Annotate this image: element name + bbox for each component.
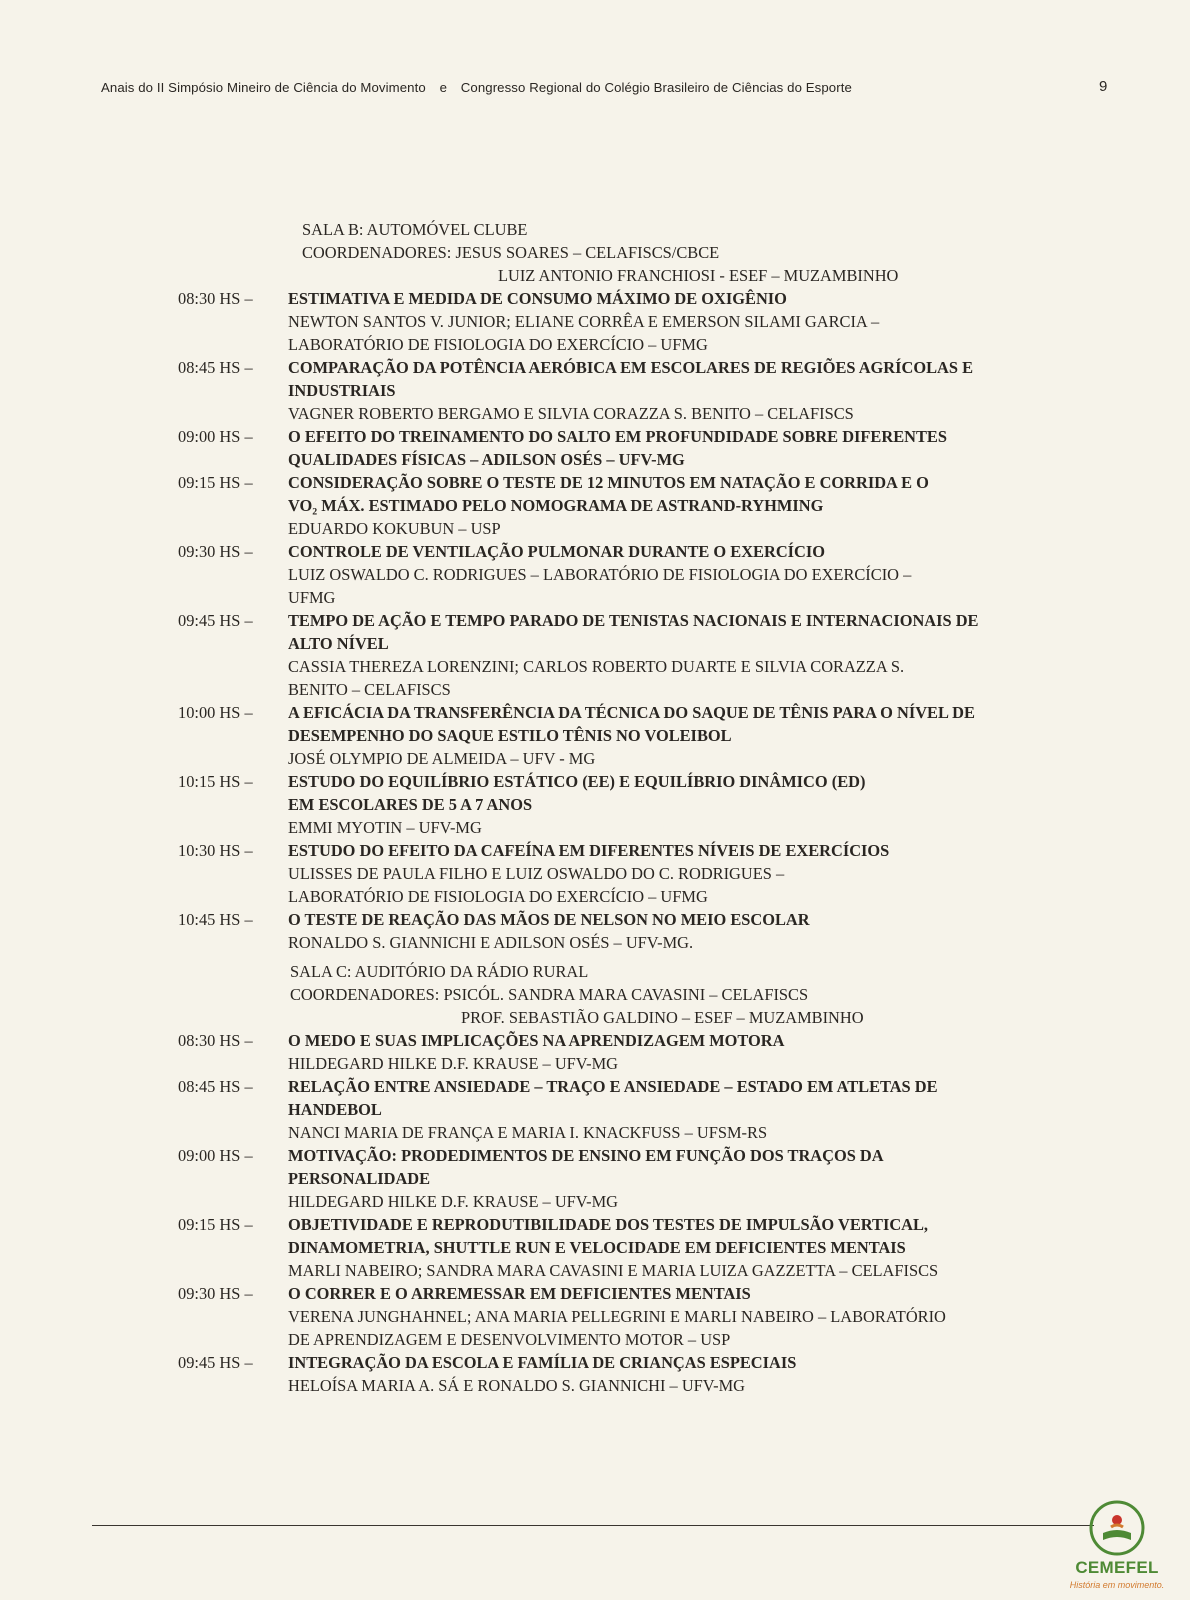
entry-time: 09:00 HS – <box>178 1146 253 1165</box>
entry-time: 09:30 HS – <box>178 1284 253 1303</box>
room-b-coordinators: COORDENADORES: JESUS SOARES – CELAFISCS/CBCE <box>302 243 720 262</box>
entry-authors-line: EDUARDO KOKUBUN – USP <box>288 519 501 538</box>
entry-authors-line: VERENA JUNGHAHNEL; ANA MARIA PELLEGRINI E MARLI NABEIRO – LABORATÓRIO <box>288 1307 946 1326</box>
entry-time: 09:45 HS – <box>178 1353 253 1372</box>
cemefel-emblem-icon <box>1089 1500 1145 1556</box>
entry-title-line: PERSONALIDADE <box>288 1169 431 1188</box>
entry-title-line: ESTIMATIVA E MEDIDA DE CONSUMO MÁXIMO DE OXIGÊNIO <box>288 289 787 308</box>
schedule-entry <box>178 287 1108 356</box>
entry-body <box>288 1075 1108 1144</box>
schedule <box>178 218 1108 1397</box>
entry-authors-line: CASSIA THEREZA LORENZINI; CARLOS ROBERTO DUARTE E SILVIA CORAZZA S. <box>288 657 905 676</box>
entry-time: 08:30 HS – <box>178 1031 253 1050</box>
footer-rule <box>92 1525 1094 1526</box>
entry-time: 09:15 HS – <box>178 1215 253 1234</box>
entry-title-line: HANDEBOL <box>288 1100 382 1119</box>
running-head-right: Congresso Regional do Colégio Brasileiro de Ciências do Esporte <box>460 80 852 95</box>
entry-time: 09:15 HS – <box>178 473 253 492</box>
entry-time: 09:30 HS – <box>178 542 253 561</box>
room-c-coordinators-cont: PROF. SEBASTIÃO GALDINO – ESEF – MUZAMBINHO <box>461 1008 864 1027</box>
schedule-entry <box>178 839 1108 908</box>
entry-authors-line: RONALDO S. GIANNICHI E ADILSON OSÉS – UFV-MG. <box>288 933 694 952</box>
entry-title-line: INDUSTRIAIS <box>288 381 396 400</box>
schedule-entry <box>178 770 1108 839</box>
entry-time: 10:45 HS – <box>178 910 253 929</box>
entry-title-line: O CORRER E O ARREMESSAR EM DEFICIENTES MENTAIS <box>288 1284 751 1303</box>
entry-body <box>288 471 1108 540</box>
entry-body <box>288 609 1108 701</box>
entry-title-line: MOTIVAÇÃO: PRODEDIMENTOS DE ENSINO EM FUNÇÃO DOS TRAÇOS DA <box>288 1146 884 1165</box>
schedule-entry <box>178 1144 1108 1213</box>
entry-title-line: ESTUDO DO EFEITO DA CAFEÍNA EM DIFERENTES NÍVEIS DE EXERCÍCIOS <box>288 841 890 860</box>
entry-time: 10:30 HS – <box>178 841 253 860</box>
entry-body <box>288 287 1108 356</box>
entry-body <box>288 1213 1108 1282</box>
entry-title-line: O MEDO E SUAS IMPLICAÇÕES NA APRENDIZAGEM MOTORA <box>288 1031 785 1050</box>
entry-authors-line: JOSÉ OLYMPIO DE ALMEIDA – UFV - MG <box>288 749 596 768</box>
schedule-entry <box>178 1351 1108 1397</box>
schedule-entry <box>178 701 1108 770</box>
room-c-section <box>178 960 1108 1397</box>
room-b-coordinators-cont: LUIZ ANTONIO FRANCHIOSI - ESEF – MUZAMBINHO <box>498 266 899 285</box>
entry-time: 09:45 HS – <box>178 611 253 630</box>
schedule-entry <box>178 609 1108 701</box>
cemefel-logo <box>1052 1500 1182 1600</box>
logo-tagline: História em movimento. <box>1069 1580 1165 1590</box>
entry-body <box>288 839 1108 908</box>
entry-body <box>288 908 1108 954</box>
entry-title-line: EM ESCOLARES DE 5 A 7 ANOS <box>288 795 533 814</box>
entry-title-line: CONSIDERAÇÃO SOBRE O TESTE DE 12 MINUTOS EM NATAÇÃO E CORRIDA E O <box>288 473 929 492</box>
schedule-entry <box>178 425 1108 471</box>
entry-body <box>288 540 1108 609</box>
running-head <box>101 80 1111 95</box>
room-c-title: SALA C: AUDITÓRIO DA RÁDIO RURAL <box>290 962 589 981</box>
entry-body <box>288 1282 1108 1351</box>
entry-time: 08:45 HS – <box>178 1077 253 1096</box>
entry-time: 10:15 HS – <box>178 772 253 791</box>
entry-body <box>288 356 1108 425</box>
room-b-title: SALA B: AUTOMÓVEL CLUBE <box>302 220 528 239</box>
page-number: 9 <box>1099 78 1108 95</box>
running-head-conjunction: e <box>439 80 447 95</box>
entry-title-line: O EFEITO DO TREINAMENTO DO SALTO EM PROFUNDIDADE SOBRE DIFERENTES <box>288 427 947 446</box>
entry-time: 08:30 HS – <box>178 289 253 308</box>
entry-title-line: RELAÇÃO ENTRE ANSIEDADE – TRAÇO E ANSIEDADE – ESTADO EM ATLETAS DE <box>288 1077 938 1096</box>
schedule-entry <box>178 540 1108 609</box>
entry-time: 10:00 HS – <box>178 703 253 722</box>
entry-authors-line: UFMG <box>288 588 336 607</box>
entry-authors-line: HILDEGARD HILKE D.F. KRAUSE – UFV-MG <box>288 1054 618 1073</box>
logo-wordmark: CEMEFEL <box>1075 1558 1159 1577</box>
entry-title-line: CONTROLE DE VENTILAÇÃO PULMONAR DURANTE O EXERCÍCIO <box>288 542 826 561</box>
entry-authors-line: EMMI MYOTIN – UFV-MG <box>288 818 482 837</box>
entry-title-line: DINAMOMETRIA, SHUTTLE RUN E VELOCIDADE EM DEFICIENTES MENTAIS <box>288 1238 906 1257</box>
room-c-coordinators: COORDENADORES: PSICÓL. SANDRA MARA CAVASINI – CELAFISCS <box>290 985 809 1004</box>
entry-body <box>288 1351 1108 1397</box>
entry-title-line: OBJETIVIDADE E REPRODUTIBILIDADE DOS TESTES DE IMPULSÃO VERTICAL, <box>288 1215 929 1234</box>
entry-authors-line: MARLI NABEIRO; SANDRA MARA CAVASINI E MARIA LUIZA GAZZETTA – CELAFISCS <box>288 1261 939 1280</box>
entry-body <box>288 1144 1108 1213</box>
entry-authors-line: LABORATÓRIO DE FISIOLOGIA DO EXERCÍCIO – UFMG <box>288 335 708 354</box>
entry-authors-line: NEWTON SANTOS V. JUNIOR; ELIANE CORRÊA E EMERSON SILAMI GARCIA – <box>288 312 880 331</box>
entry-authors-line: BENITO – CELAFISCS <box>288 680 451 699</box>
entry-body <box>288 425 1108 471</box>
schedule-entry <box>178 471 1108 540</box>
schedule-entry <box>178 356 1108 425</box>
running-head-left: Anais do II Simpósio Mineiro de Ciência do Movimento <box>101 80 426 95</box>
entry-authors-line: DE APRENDIZAGEM E DESENVOLVIMENTO MOTOR – USP <box>288 1330 731 1349</box>
entry-authors-line: ULISSES DE PAULA FILHO E LUIZ OSWALDO DO C. RODRIGUES – <box>288 864 785 883</box>
entry-title-line: O TESTE DE REAÇÃO DAS MÃOS DE NELSON NO MEIO ESCOLAR <box>288 910 810 929</box>
schedule-entry <box>178 1282 1108 1351</box>
room-b-section <box>178 218 1108 954</box>
entry-title-line: TEMPO DE AÇÃO E TEMPO PARADO DE TENISTAS NACIONAIS E INTERNACIONAIS DE <box>288 611 979 630</box>
entry-authors-line: HELOÍSA MARIA A. SÁ E RONALDO S. GIANNICHI – UFV-MG <box>288 1376 745 1395</box>
entry-authors-line: NANCI MARIA DE FRANÇA E MARIA I. KNACKFUSS – UFSM-RS <box>288 1123 768 1142</box>
entry-title-line: A EFICÁCIA DA TRANSFERÊNCIA DA TÉCNICA DO SAQUE DE TÊNIS PARA O NÍVEL DE <box>288 703 975 722</box>
schedule-entry <box>178 1213 1108 1282</box>
entry-body <box>288 1029 1108 1075</box>
entry-time: 09:00 HS – <box>178 427 253 446</box>
entry-body <box>288 770 1108 839</box>
entry-authors-line: VAGNER ROBERTO BERGAMO E SILVIA CORAZZA S. BENITO – CELAFISCS <box>288 404 854 423</box>
entry-title-line: ESTUDO DO EQUILÍBRIO ESTÁTICO (EE) E EQUILÍBRIO DINÂMICO (ED) <box>288 772 866 791</box>
schedule-entry <box>178 1075 1108 1144</box>
entry-authors-line: HILDEGARD HILKE D.F. KRAUSE – UFV-MG <box>288 1192 618 1211</box>
entry-title-line: ALTO NÍVEL <box>288 634 389 653</box>
entry-title-line: VO₂ MÁX. ESTIMADO PELO NOMOGRAMA DE ASTRAND-RYHMING <box>288 496 824 515</box>
entry-title-line: INTEGRAÇÃO DA ESCOLA E FAMÍLIA DE CRIANÇAS ESPECIAIS <box>288 1353 797 1372</box>
room-b-entries <box>178 287 1108 954</box>
entry-body <box>288 701 1108 770</box>
entry-time: 08:45 HS – <box>178 358 253 377</box>
room-c-entries <box>178 1029 1108 1397</box>
entry-authors-line: LABORATÓRIO DE FISIOLOGIA DO EXERCÍCIO – UFMG <box>288 887 708 906</box>
entry-authors-line: LUIZ OSWALDO C. RODRIGUES – LABORATÓRIO DE FISIOLOGIA DO EXERCÍCIO – <box>288 565 912 584</box>
entry-title-line: COMPARAÇÃO DA POTÊNCIA AERÓBICA EM ESCOLARES DE REGIÕES AGRÍCOLAS E <box>288 358 974 377</box>
entry-title-line: DESEMPENHO DO SAQUE ESTILO TÊNIS NO VOLEIBOL <box>288 726 732 745</box>
entry-title-line: QUALIDADES FÍSICAS – ADILSON OSÉS – UFV-MG <box>288 450 685 469</box>
schedule-entry <box>178 908 1108 954</box>
schedule-entry <box>178 1029 1108 1075</box>
